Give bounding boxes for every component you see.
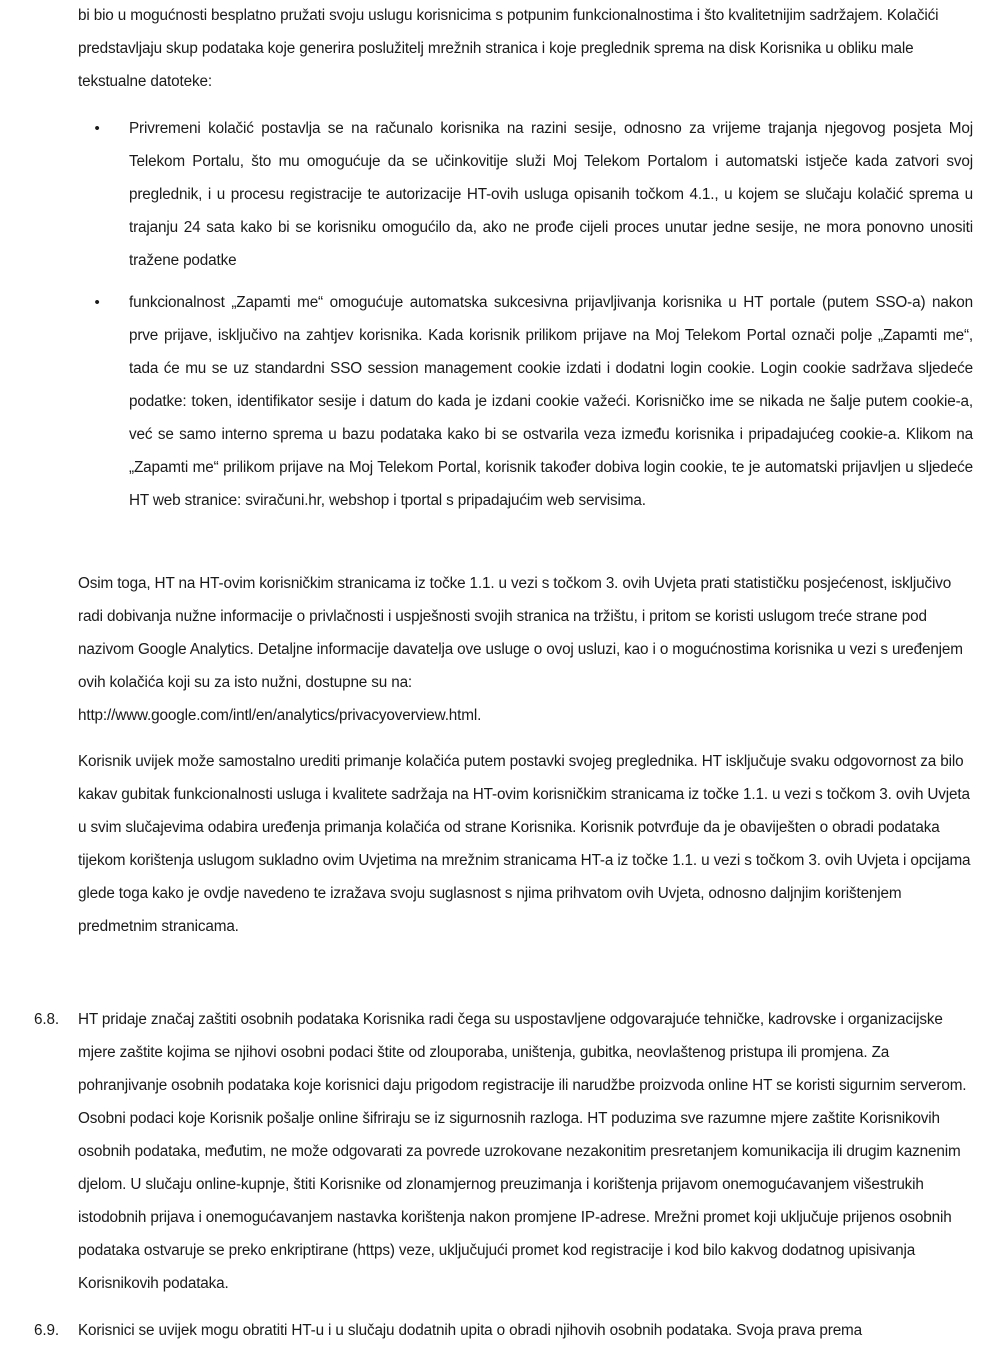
- list-item-session-cookie: [78, 112, 973, 277]
- bullet-icon: •: [94, 294, 100, 311]
- section-text: HT pridaje značaj zaštiti osobnih podataka Korisnika radi čega su uspostavljene odgovarajuće tehničke, kadrovske i organizacijske mjere zaštite kojima se njihovi osobni podaci štite od zlouporaba, uništenja, gubitka, neovlaštenog pristupa ili promjena. Za pohranjivanje osobnih podataka koje korisnici daju prigodom registracije ili narudžbe proizvoda online HT se koristi sigurnim serverom. Osobni podaci koje Korisnik pošalje online šifriraju se iz sigurnosnih razloga. HT poduzima sve razumne mjere zaštite Korisnikovih osobnih podataka, međutim, ne može odgovarati za povrede uzrokovane nezakonitim presretanjem komunikacija ili drugim kaznenim djelom. U slučaju online-kupnje, štiti Korisnike od zlonamjernog preuzimanja i korištenja prijavom onemogućavanjem višestrukih istodobnih prijava i onemogućavanjem nastavka korištenja nakon promjene IP-adrese. Mrežni promet koji uključuje prijenos osobnih podataka ostvaruje se preko enkriptirane (https) veze, uključujući promet kod registracije i kod bilo kakvog dodatnog upisivanja Korisnikovih podataka.: [78, 1011, 967, 1292]
- cookie-types-list: [78, 112, 973, 526]
- analytics-text: Osim toga, HT na HT-ovim korisničkim stranicama iz točke 1.1. u vezi s točkom 3. ovih Uvjeta prati statističku posjećenost, isključivo radi dobivanja nužne informacije o privlačnosti i uspješnosti svojih stranica na tržištu, i pritom se koristi uslugom treće strane pod nazivom Google Analytics. Detaljne informacije davatelja ove usluge o ovoj usluzi, kao i o mogućnostima korisnika u vezi s uređenjem ovih kolačića koji su za isto nužni, dostupne su na:: [78, 575, 963, 691]
- analytics-url: http://www.google.com/intl/en/analytics/privacyoverview.html.: [78, 707, 482, 724]
- analytics-paragraph: [78, 567, 973, 732]
- section-number: 6.8.: [34, 1011, 59, 1028]
- section-6-8: [34, 1003, 975, 1300]
- list-item-remember-me: [78, 286, 973, 517]
- section-6-9: [34, 1314, 975, 1347]
- intro-paragraph: bi bio u mogućnosti besplatno pružati svoju uslugu korisnicima s potpunim funkcionalnostima i što kvalitetnijim sadržajem. Kolačići predstavljaju skup podataka koje generira poslužitelj mrežnih stranica i koje preglednik sprema na disk Korisnika u obliku male tekstualne datoteke:: [78, 7, 939, 90]
- section-text: Korisnici se uvijek mogu obratiti HT-u i u slučaju dodatnih upita o obradi njihovih osobnih podataka. Svoja prava prema: [78, 1322, 862, 1339]
- bullet-icon: •: [94, 120, 100, 137]
- section-number: 6.9.: [34, 1322, 59, 1339]
- list-item-text: funkcionalnost „Zapamti me“ omogućuje automatska sukcesivna prijavljivanja korisnika u HT portale (putem SSO-a) nakon prve prijave, isključivo na zahtjev korisnika. Kada korisnik prilikom prijave na Moj Telekom Portal označi polje „Zapamti me“, tada će mu se uz standardni SSO session management cookie izdati i dodatni login cookie. Login cookie sadržava sljedeće podatke: token, identifikator sesije i datum do kada je izdani cookie važeći. Korisničko ime se nikada ne šalje putem cookie-a, već se samo interno sprema u bazu podataka kako bi se ostvarila veza između korisnika i pripadajućeg cookie-a. Klikom na „Zapamti me“ prilikom prijave na Moj Telekom Portal, korisnik također dobiva login cookie, te je automatski prijavljen u sljedeće HT web stranice: sviračuni.hr, webshop i tportal s pripadajućim web servisima.: [129, 294, 973, 509]
- list-item-text: Privremeni kolačić postavlja se na računalo korisnika na razini sesije, odnosno za vrijeme trajanja njegovog posjeta Moj Telekom Portalu, što mu omogućuje da se učinkovitije služi Moj Telekom Portalom i automatski istječe kada zatvori svoj preglednik, i u procesu registracije te autorizacije HT-ovih usluga opisanih točkom 4.1., u kojem se slučaju kolačić sprema u trajanju 24 sata kako bi se korisniku omogućilo da, ako ne prođe cijeli proces unutar jedne sesije, ne mora ponovno unositi tražene podatke: [129, 120, 973, 269]
- browser-settings-paragraph: Korisnik uvijek može samostalno urediti primanje kolačića putem postavki svojeg preglednika. HT isključuje svaku odgovornost za bilo kakav gubitak funkcionalnosti usluga i kvalitete sadržaja na HT-ovim korisničkim stranicama iz točke 1.1. u vezi s točkom 3. ovih Uvjeta u svim slučajevima odabira uređenja primanja kolačića od strane Korisnika. Korisnik potvrđuje da je obaviješten o obradi podataka tijekom korištenja uslugom sukladno ovim Uvjetima na mrežnim stranicama HT-a iz točke 1.1. u vezi s točkom 3. ovih Uvjeta i opcijama glede toga kako je ovdje navedeno te izražava svoju suglasnost s njima prihvatom ovih Uvjeta, odnosno daljnjim korištenjem predmetnim stranicama.: [78, 753, 971, 935]
